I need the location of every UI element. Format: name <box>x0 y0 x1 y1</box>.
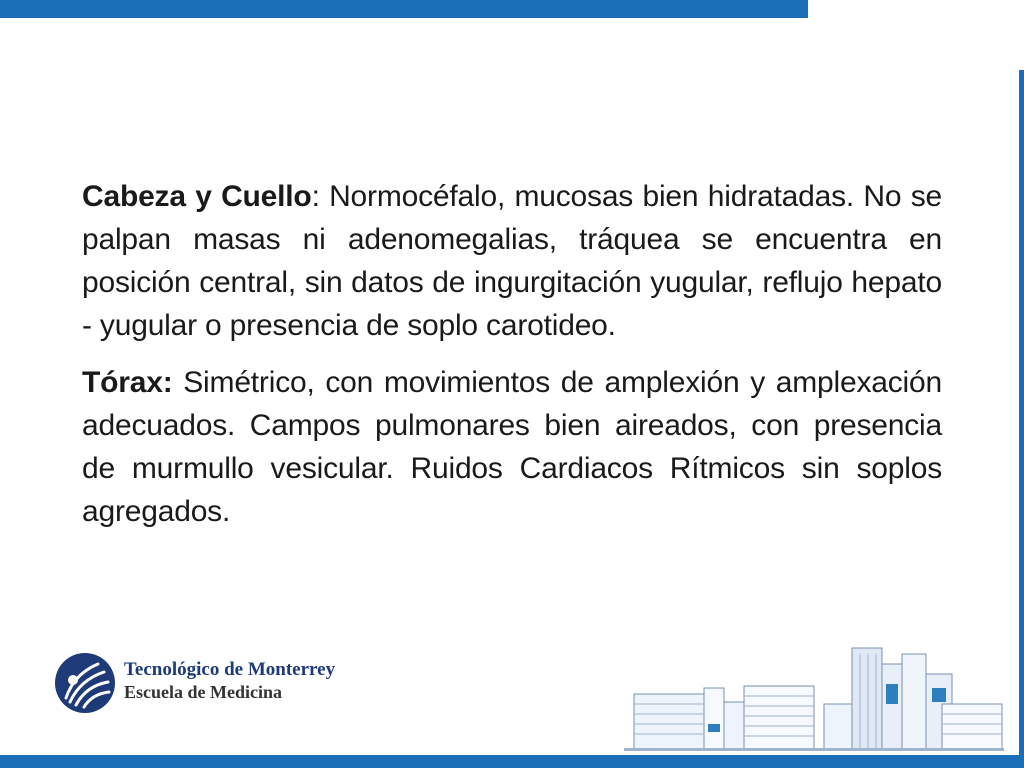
label-separator: : <box>311 180 320 213</box>
school-name: Escuela de Medicina <box>124 682 282 702</box>
logo-text <box>124 658 335 704</box>
institution-name: Tecnológico de Monterrey <box>124 659 336 680</box>
right-accent-bar <box>1019 70 1024 768</box>
label-head-neck: Cabeza y Cuello <box>82 180 312 213</box>
label-thorax: Tórax: <box>82 366 173 399</box>
institution-logo <box>54 652 374 722</box>
paragraph-thorax <box>82 361 942 533</box>
top-accent-bar <box>0 0 808 18</box>
slide-body <box>82 175 942 547</box>
text-thorax: Simétrico, con movimientos de amplexión y amplexación adecuados. Campos pulmonares bien aireados, con presencia de murmullo vesicular. Ruidos Cardiacos Rítmicos sin soplos agregados. <box>82 366 942 528</box>
bottom-accent-bar <box>0 755 1024 768</box>
text-head-neck: Normocéfalo, mucosas bien hidratadas. No se palpan masas ni adenomegalias, tráquea se encuentra en posición central, sin datos de ingurgitación yugular, reflujo hepato - yugular o presencia de soplo carotideo. <box>82 180 942 342</box>
campus-buildings-illustration <box>624 644 1004 754</box>
tec-logo-icon <box>54 652 116 714</box>
paragraph-head-neck <box>82 175 942 347</box>
